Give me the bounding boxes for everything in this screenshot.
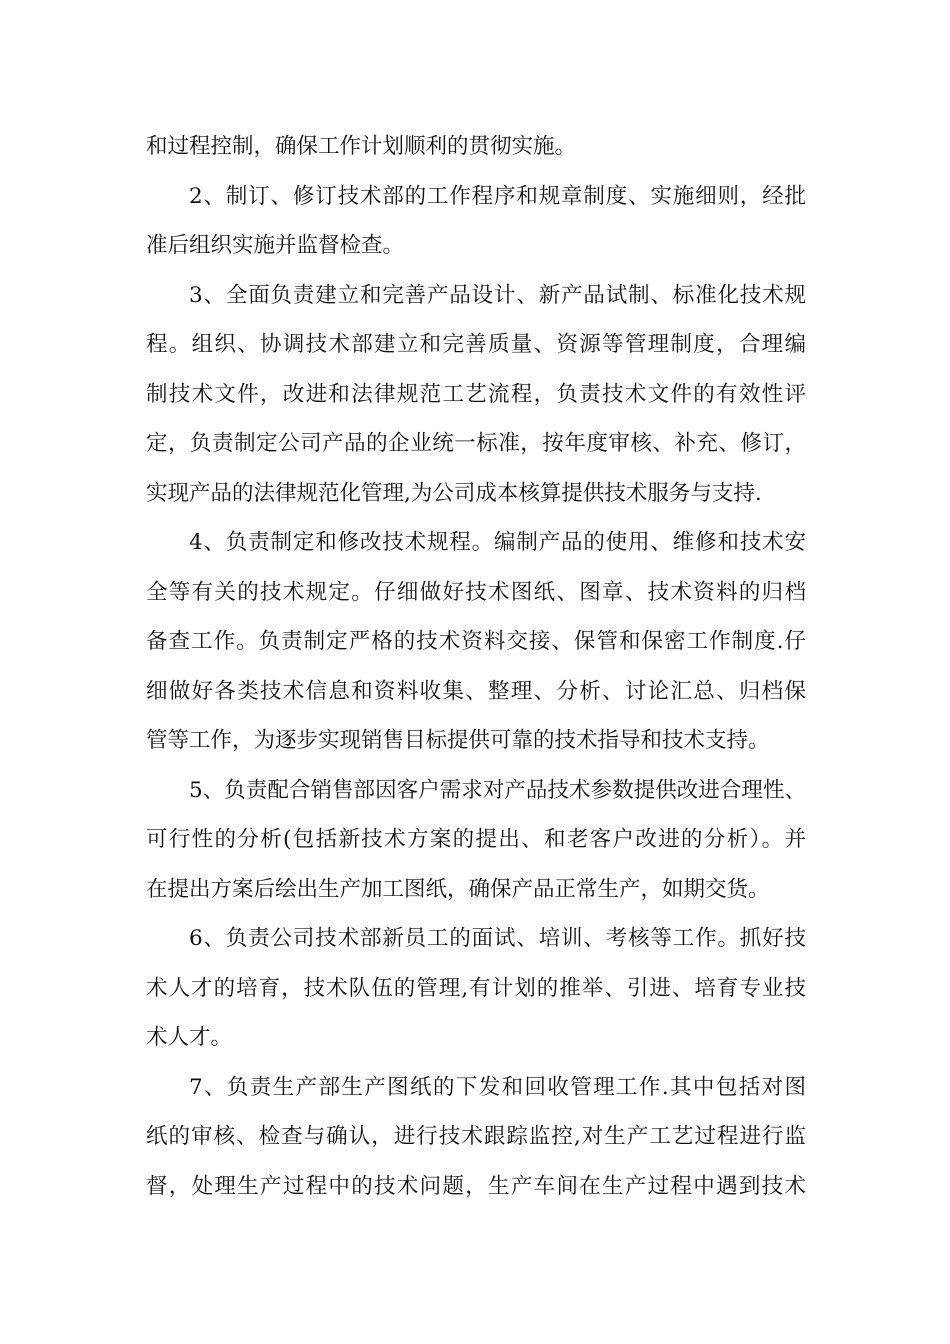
paragraph [146, 122, 806, 172]
text-line: 纸的审核、检查与确认，进行技术跟踪监控,对生产工艺过程进行监 [146, 1124, 806, 1149]
text-line: 在提出方案后绘出生产加工图纸，确保产品正常生产，如期交货。 [146, 876, 770, 902]
text-line: 5、负责配合销售部因客户需求对产品技术参数提供改进合理性、 [189, 777, 806, 803]
text-line: 4、负责制定和修改技术规程。编制产品的使用、维修和技术安 [189, 530, 806, 555]
text-line: 可行性的分析(包括新技术方案的提出、和老客户改进的分析）。并 [146, 827, 806, 852]
paragraph [146, 518, 806, 766]
text-line: 和过程控制，确保工作计划顺利的贯彻实施。 [146, 134, 577, 159]
text-line: 7、负责生产部生产图纸的下发和回收管理工作.其中包括对图 [189, 1074, 806, 1100]
text-line: 全等有关的技术规定。仔细做好技术图纸、图章、技术资料的归档 [146, 579, 806, 605]
text-line: 制技术文件，改进和法律规范工艺流程，负责技术文件的有效性评 [146, 381, 806, 407]
text-line: 准后组织实施并监督检查。 [146, 233, 405, 258]
paragraph [146, 914, 806, 1063]
text-line: 细做好各类技术信息和资料收集、整理、分析、讨论汇总、归档保 [146, 678, 806, 704]
paragraph [146, 271, 806, 519]
paragraph [146, 1063, 806, 1212]
text-line: 程。组织、协调技术部建立和完善质量、资源等管理制度，合理编 [146, 332, 806, 357]
text-line: 术人才。 [146, 1025, 233, 1050]
paragraph [146, 172, 806, 271]
text-line: 定，负责制定公司产品的企业统一标准，按年度审核、补充、修订， [146, 431, 806, 456]
text-line: 管等工作，为逐步实现销售目标提供可靠的技术指导和技术支持。 [146, 728, 770, 753]
text-line: 备查工作。负责制定严格的技术资料交接、保管和保密工作制度.仔 [146, 629, 806, 654]
text-line: 6、负责公司技术部新员工的面试、培训、考核等工作。抓好技 [189, 926, 806, 951]
text-line: 3、全面负责建立和完善产品设计、新产品试制、标准化技术规 [189, 282, 806, 308]
text-line: 实现产品的法律规范化管理,为公司成本核算提供技术服务与支持. [146, 480, 762, 506]
text-line: 督，处理生产过程中的技术问题，生产车间在生产过程中遇到技术 [146, 1173, 806, 1199]
text-line: 2、制订、修订技术部的工作程序和规章制度、实施细则，经批 [189, 183, 806, 209]
document-body [146, 122, 806, 1211]
paragraph [146, 766, 806, 915]
text-line: 术人才的培育，技术队伍的管理,有计划的推举、引进、培育专业技 [146, 975, 806, 1001]
